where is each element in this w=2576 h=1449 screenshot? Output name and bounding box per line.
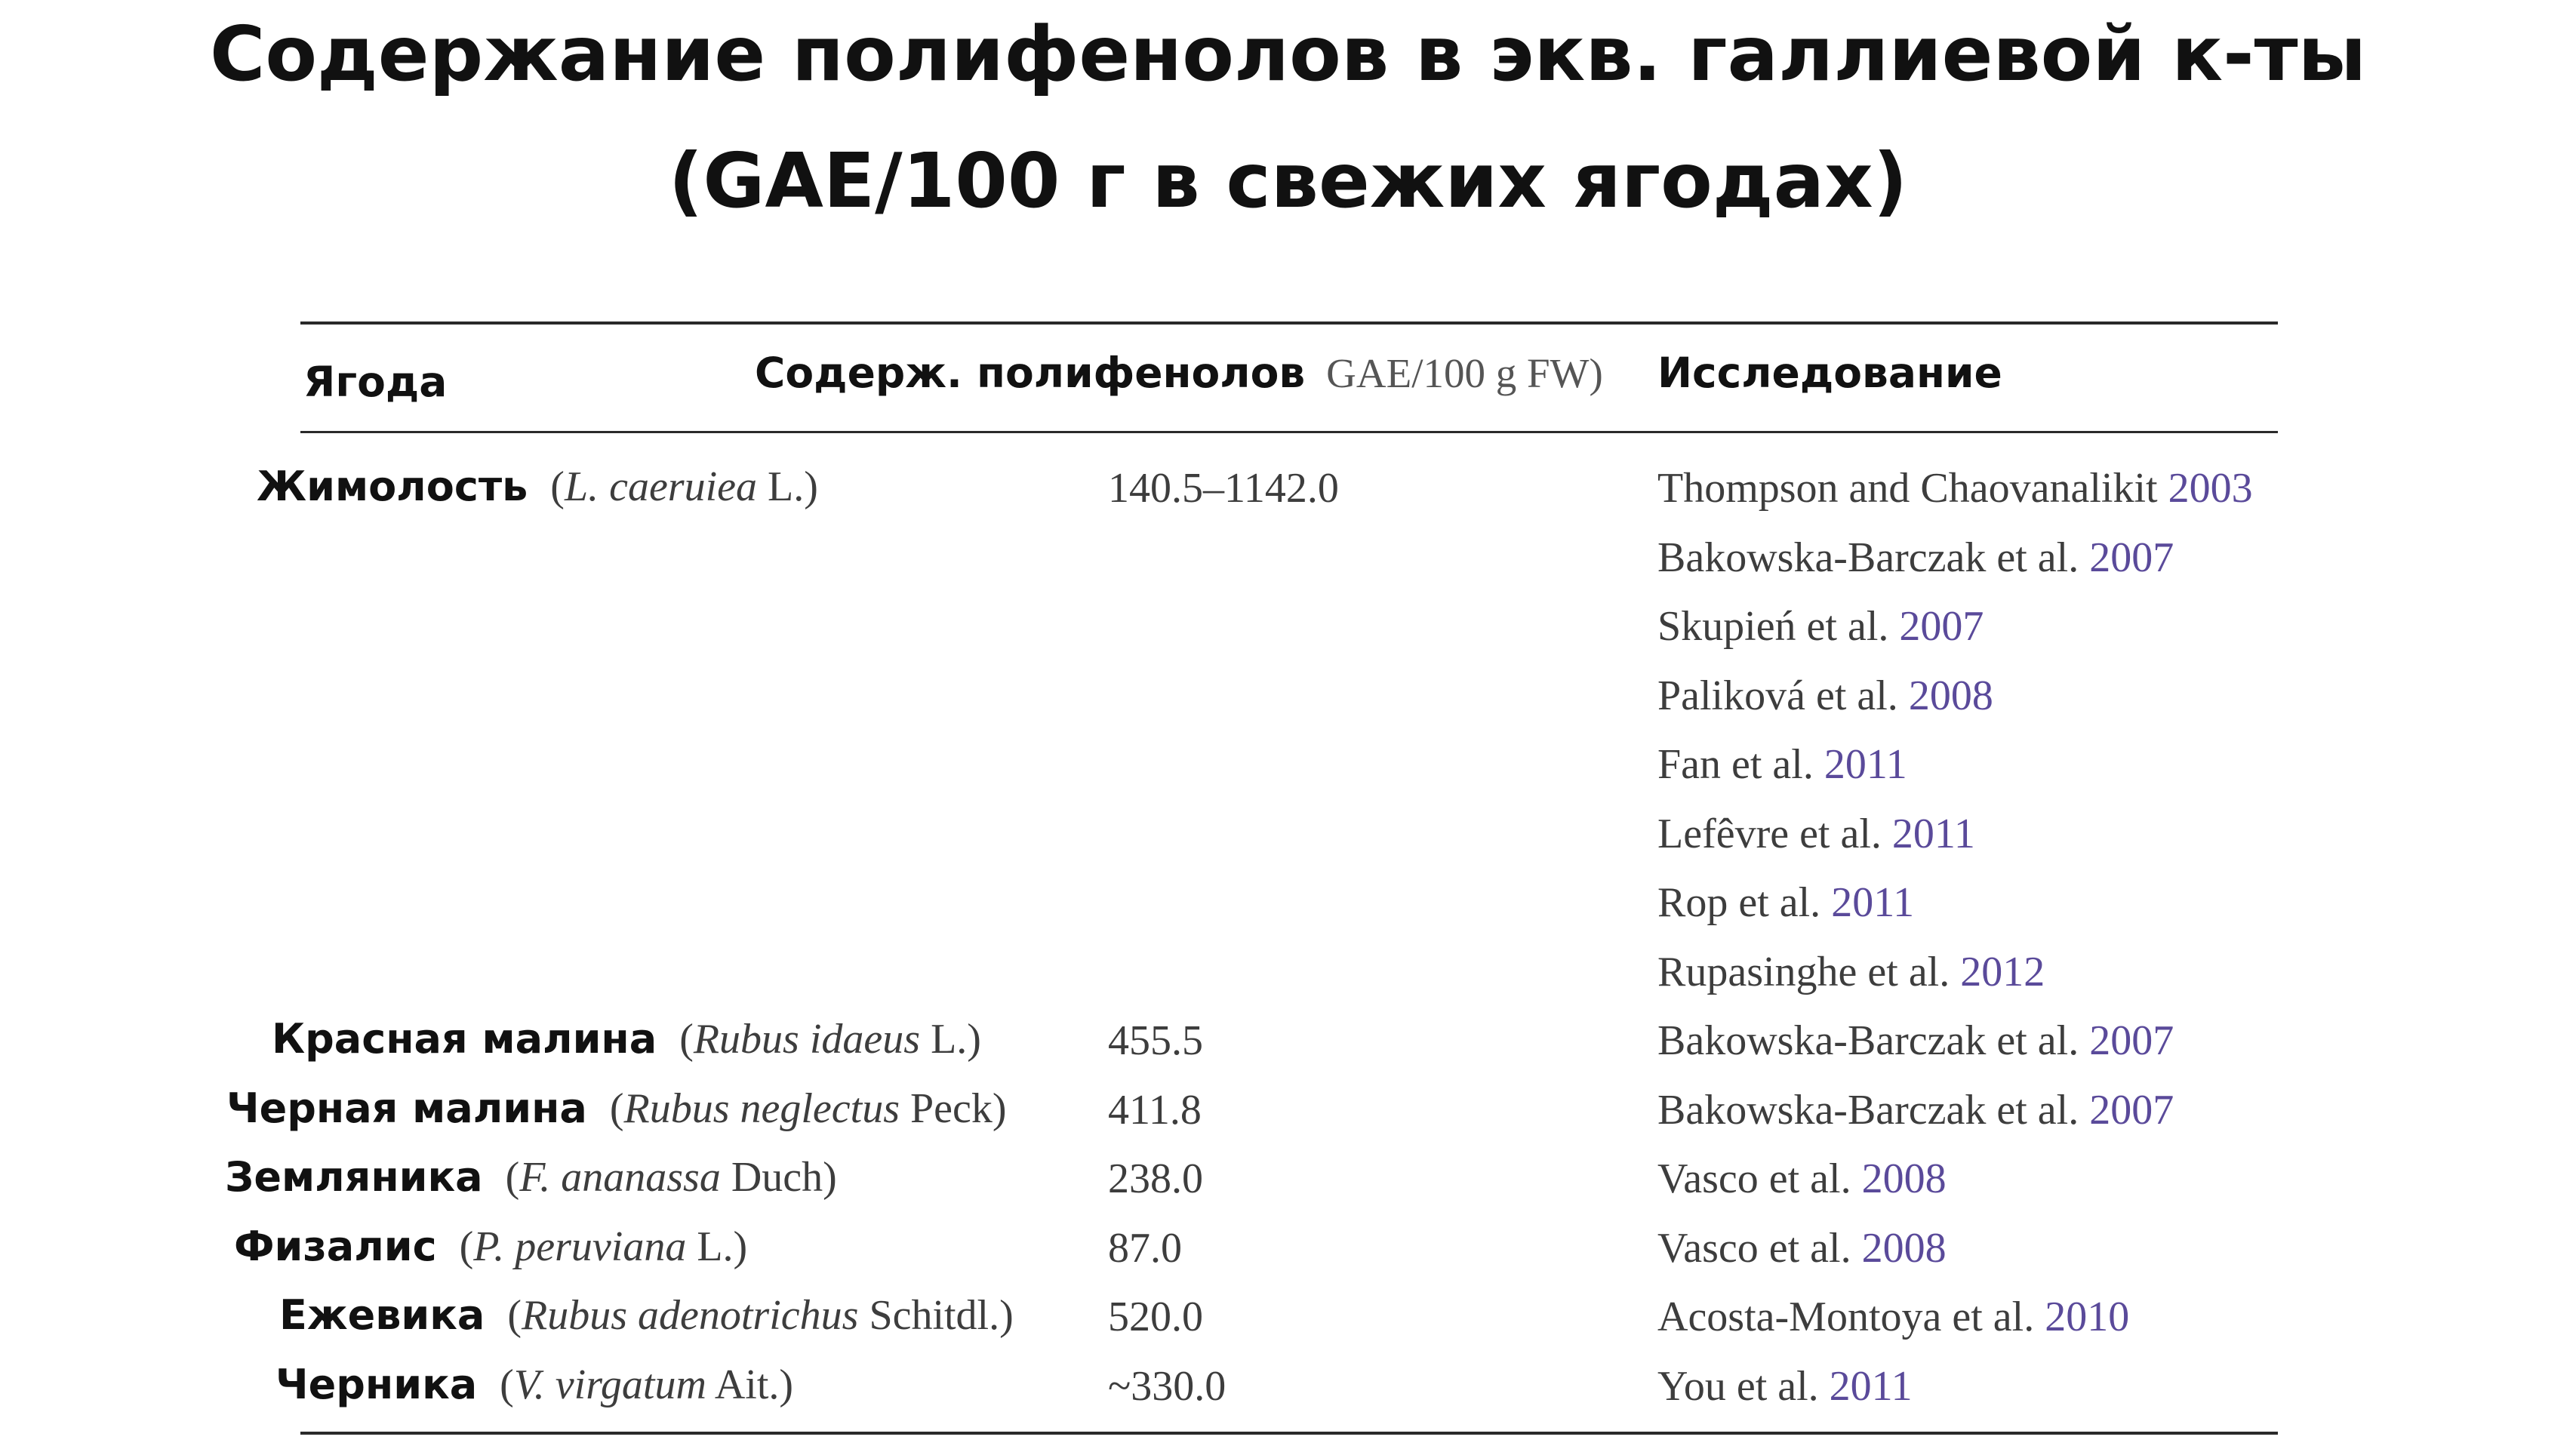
berry-name: Жимолость <box>257 463 528 510</box>
latin-authority: L.) <box>686 1223 748 1270</box>
latin-authority: Schitdl.) <box>858 1292 1014 1339</box>
berry-name: Черника <box>275 1361 478 1408</box>
study-reference <box>1657 1293 2129 1341</box>
polyphenol-value: 238.0 <box>1108 1155 1203 1202</box>
berry-cell <box>225 1153 837 1201</box>
study-reference <box>1657 948 2045 996</box>
study-reference <box>1657 602 1984 651</box>
reference-author: Skupień et al. <box>1657 603 1900 650</box>
berry-latin-name <box>610 1085 1007 1132</box>
reference-author: Rop et al. <box>1657 879 1832 926</box>
berry-name: Ежевика <box>279 1291 485 1339</box>
reference-year: 2011 <box>1831 879 1915 926</box>
study-reference <box>1657 1017 2174 1065</box>
reference-year: 2007 <box>2089 534 2174 581</box>
berry-cell <box>279 1291 1014 1340</box>
reference-year: 2011 <box>1824 741 1907 788</box>
polyphenol-value: 411.8 <box>1108 1087 1202 1134</box>
study-reference <box>1657 1224 1947 1272</box>
berry-latin-name <box>550 463 818 510</box>
latin-authority: L.) <box>920 1016 981 1063</box>
study-reference <box>1657 878 1914 927</box>
page-title-line-2: (GAE/100 г в свежих ягодах) <box>668 137 1908 225</box>
study-reference <box>1657 464 2253 512</box>
berry-latin-name <box>500 1361 793 1408</box>
reference-author: Vasco et al. <box>1657 1225 1862 1272</box>
polyphenol-value: 520.0 <box>1108 1294 1203 1340</box>
reference-year: 2007 <box>2089 1087 2174 1134</box>
berry-cell <box>272 1015 981 1063</box>
study-reference <box>1657 1086 2174 1134</box>
berry-name: Черная малина <box>226 1084 587 1132</box>
header-berry: Ягода <box>303 358 448 406</box>
table-top-rule <box>300 321 2278 325</box>
study-reference <box>1657 672 1993 720</box>
reference-year: 2008 <box>1861 1225 1947 1272</box>
berry-cell <box>226 1084 1007 1133</box>
reference-author: Fan et al. <box>1657 741 1824 788</box>
latin-authority: L.) <box>757 463 818 510</box>
polyphenol-value: 87.0 <box>1108 1225 1182 1272</box>
latin-authority: Peck) <box>900 1085 1007 1132</box>
study-reference <box>1657 740 1907 789</box>
study-reference <box>1657 1362 1913 1411</box>
header-content <box>755 349 1603 397</box>
table-bottom-rule <box>300 1432 2278 1435</box>
berry-latin-name <box>460 1223 748 1270</box>
latin-open-paren: ( <box>507 1292 522 1339</box>
polyphenol-value: 455.5 <box>1108 1017 1203 1064</box>
reference-year: 2003 <box>2168 465 2253 512</box>
header-content-label: Содерж. полифенолов <box>755 349 1306 397</box>
polyphenol-value: ~330.0 <box>1108 1363 1226 1410</box>
latin-open-paren: ( <box>679 1016 694 1063</box>
berry-latin-name <box>679 1016 981 1063</box>
reference-author: Bakowska-Barczak et al. <box>1657 1017 2090 1064</box>
reference-author: Acosta-Montoya et al. <box>1657 1294 2045 1340</box>
reference-author: Vasco et al. <box>1657 1155 1862 1202</box>
latin-species: Rubus idaeus <box>693 1016 921 1063</box>
berry-cell <box>275 1361 793 1409</box>
reference-year: 2007 <box>1899 603 1984 650</box>
berry-latin-name <box>507 1292 1013 1339</box>
latin-authority: Ait.) <box>706 1361 794 1408</box>
latin-species: L. caeruiea <box>564 463 757 510</box>
reference-year: 2008 <box>1861 1155 1947 1202</box>
latin-open-paren: ( <box>550 463 565 510</box>
latin-species: F. ananassa <box>519 1154 721 1201</box>
reference-author: Bakowska-Barczak et al. <box>1657 1087 2090 1134</box>
berry-name: Красная малина <box>272 1015 657 1063</box>
reference-year: 2012 <box>1960 949 2045 995</box>
study-reference <box>1657 810 1975 858</box>
study-reference <box>1657 534 2174 582</box>
latin-open-paren: ( <box>505 1154 520 1201</box>
reference-year: 2007 <box>2089 1017 2174 1064</box>
latin-species: Rubus neglectus <box>623 1085 900 1132</box>
latin-species: Rubus adenotrichus <box>522 1292 859 1339</box>
reference-year: 2010 <box>2045 1294 2130 1340</box>
page-title-line-1: Содержание полифенолов в экв. галлиевой к-ты <box>209 10 2367 98</box>
reference-author: You et al. <box>1657 1363 1830 1410</box>
berry-cell <box>257 463 818 511</box>
reference-year: 2011 <box>1829 1363 1913 1410</box>
reference-author: Thompson and Chaovanalikit <box>1657 465 2168 512</box>
header-content-unit: GAE/100 g FW) <box>1326 350 1603 396</box>
berry-name: Физалис <box>234 1223 437 1270</box>
latin-open-paren: ( <box>459 1223 474 1270</box>
reference-year: 2011 <box>1891 811 1975 857</box>
reference-year: 2008 <box>1908 672 1993 719</box>
reference-author: Rupasinghe et al. <box>1657 949 1961 995</box>
berry-latin-name <box>506 1154 837 1201</box>
berry-name: Земляника <box>225 1153 483 1201</box>
latin-species: V. virgatum <box>513 1361 706 1408</box>
reference-author: Lefêvre et al. <box>1657 811 1892 857</box>
latin-species: P. peruviana <box>473 1223 687 1270</box>
header-study: Исследование <box>1657 349 2002 397</box>
study-reference <box>1657 1155 1947 1203</box>
polyphenol-value: 140.5–1142.0 <box>1108 465 1339 512</box>
berry-cell <box>234 1223 747 1271</box>
reference-author: Paliková et al. <box>1657 672 1909 719</box>
latin-open-paren: ( <box>500 1361 514 1408</box>
table-header-rule <box>300 431 2278 433</box>
latin-authority: Duch) <box>720 1154 837 1201</box>
reference-author: Bakowska-Barczak et al. <box>1657 534 2090 581</box>
latin-open-paren: ( <box>609 1085 624 1132</box>
